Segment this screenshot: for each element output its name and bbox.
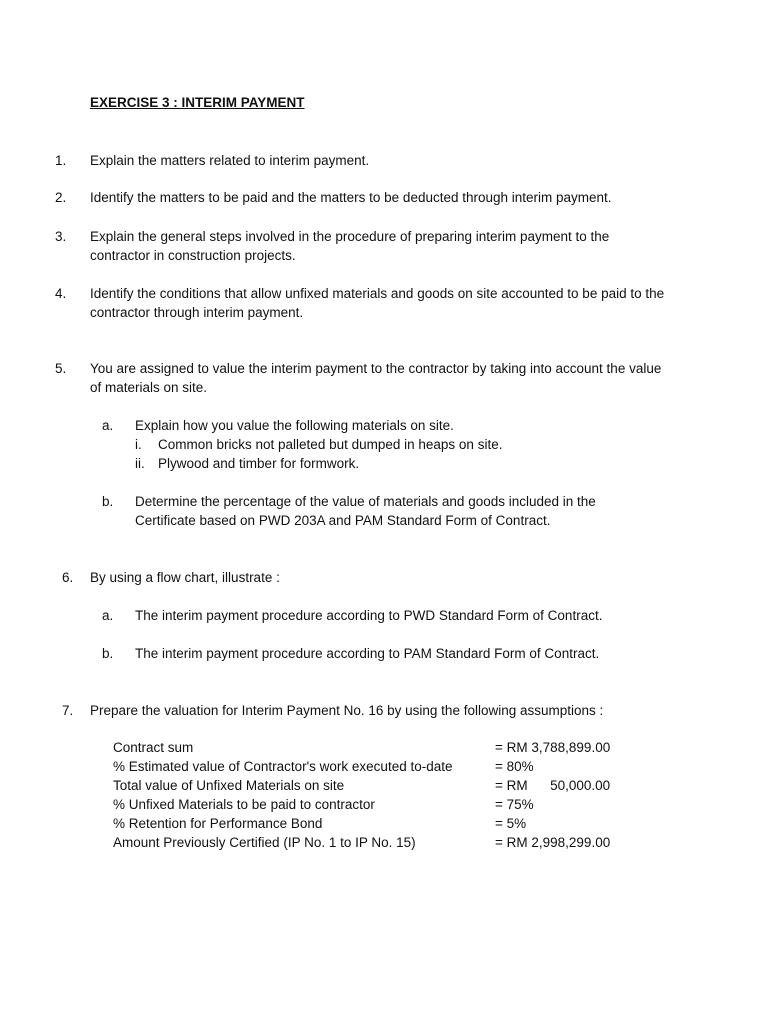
assumption-label: % Estimated value of Contractor's work executed to-date bbox=[113, 759, 453, 774]
part-label: b. bbox=[102, 494, 114, 509]
question-number: 5. bbox=[55, 361, 67, 376]
question-text: Identify the conditions that allow unfixed materials and goods on site accounted to be paid to the contractor through interim payment. bbox=[90, 286, 665, 320]
part-label: a. bbox=[102, 418, 114, 433]
exercise-title: EXERCISE 3 : INTERIM PAYMENT bbox=[90, 95, 305, 110]
assumption-label: Amount Previously Certified (IP No. 1 to IP No. 15) bbox=[113, 835, 416, 850]
assumption-value: = RM 50,000.00 bbox=[495, 778, 611, 793]
question-text: Explain the matters related to interim payment. bbox=[90, 153, 370, 168]
assumption-label: % Retention for Performance Bond bbox=[113, 816, 323, 831]
question-number: 3. bbox=[55, 229, 67, 244]
roman-label: i. bbox=[135, 437, 142, 452]
assumption-value: = RM 2,998,299.00 bbox=[495, 835, 611, 850]
question-number: 1. bbox=[55, 153, 67, 168]
roman-text: Plywood and timber for formwork. bbox=[158, 456, 360, 471]
part-text: The interim payment procedure according to PWD Standard Form of Contract. bbox=[135, 608, 603, 623]
question-number: 7. bbox=[62, 703, 74, 718]
question-text: By using a flow chart, illustrate : bbox=[90, 570, 280, 585]
part-label: b. bbox=[102, 646, 114, 661]
part-text: Explain how you value the following materials on site. bbox=[135, 418, 454, 433]
part-text: Determine the percentage of the value of materials and goods included in the Certificate based on PWD 203A and PAM Standard Form of Contract. bbox=[135, 494, 596, 528]
part-label: a. bbox=[102, 608, 114, 623]
assumption-value: = 80% bbox=[495, 759, 534, 774]
question-text: You are assigned to value the interim payment to the contractor by taking into account the value of materials on site. bbox=[90, 361, 662, 395]
roman-text: Common bricks not palleted but dumped in heaps on site. bbox=[158, 437, 503, 452]
question-number: 6. bbox=[62, 570, 74, 585]
question-text: Prepare the valuation for Interim Payment No. 16 by using the following assumptions : bbox=[90, 703, 604, 718]
assumption-value: = 5% bbox=[495, 816, 527, 831]
question-number: 4. bbox=[55, 286, 67, 301]
assumption-label: % Unfixed Materials to be paid to contractor bbox=[113, 797, 375, 812]
question-number: 2. bbox=[55, 190, 67, 205]
assumption-label: Total value of Unfixed Materials on site bbox=[113, 778, 345, 793]
question-text: Explain the general steps involved in the procedure of preparing interim payment to the contractor in construction projects. bbox=[90, 229, 610, 263]
assumption-label: Contract sum bbox=[113, 740, 194, 755]
question-text: Identify the matters to be paid and the matters to be deducted through interim payment. bbox=[90, 190, 612, 205]
assumption-value: = RM 3,788,899.00 bbox=[495, 740, 611, 755]
part-text: The interim payment procedure according to PAM Standard Form of Contract. bbox=[135, 646, 600, 661]
roman-label: ii. bbox=[135, 456, 145, 471]
assumption-value: = 75% bbox=[495, 797, 534, 812]
